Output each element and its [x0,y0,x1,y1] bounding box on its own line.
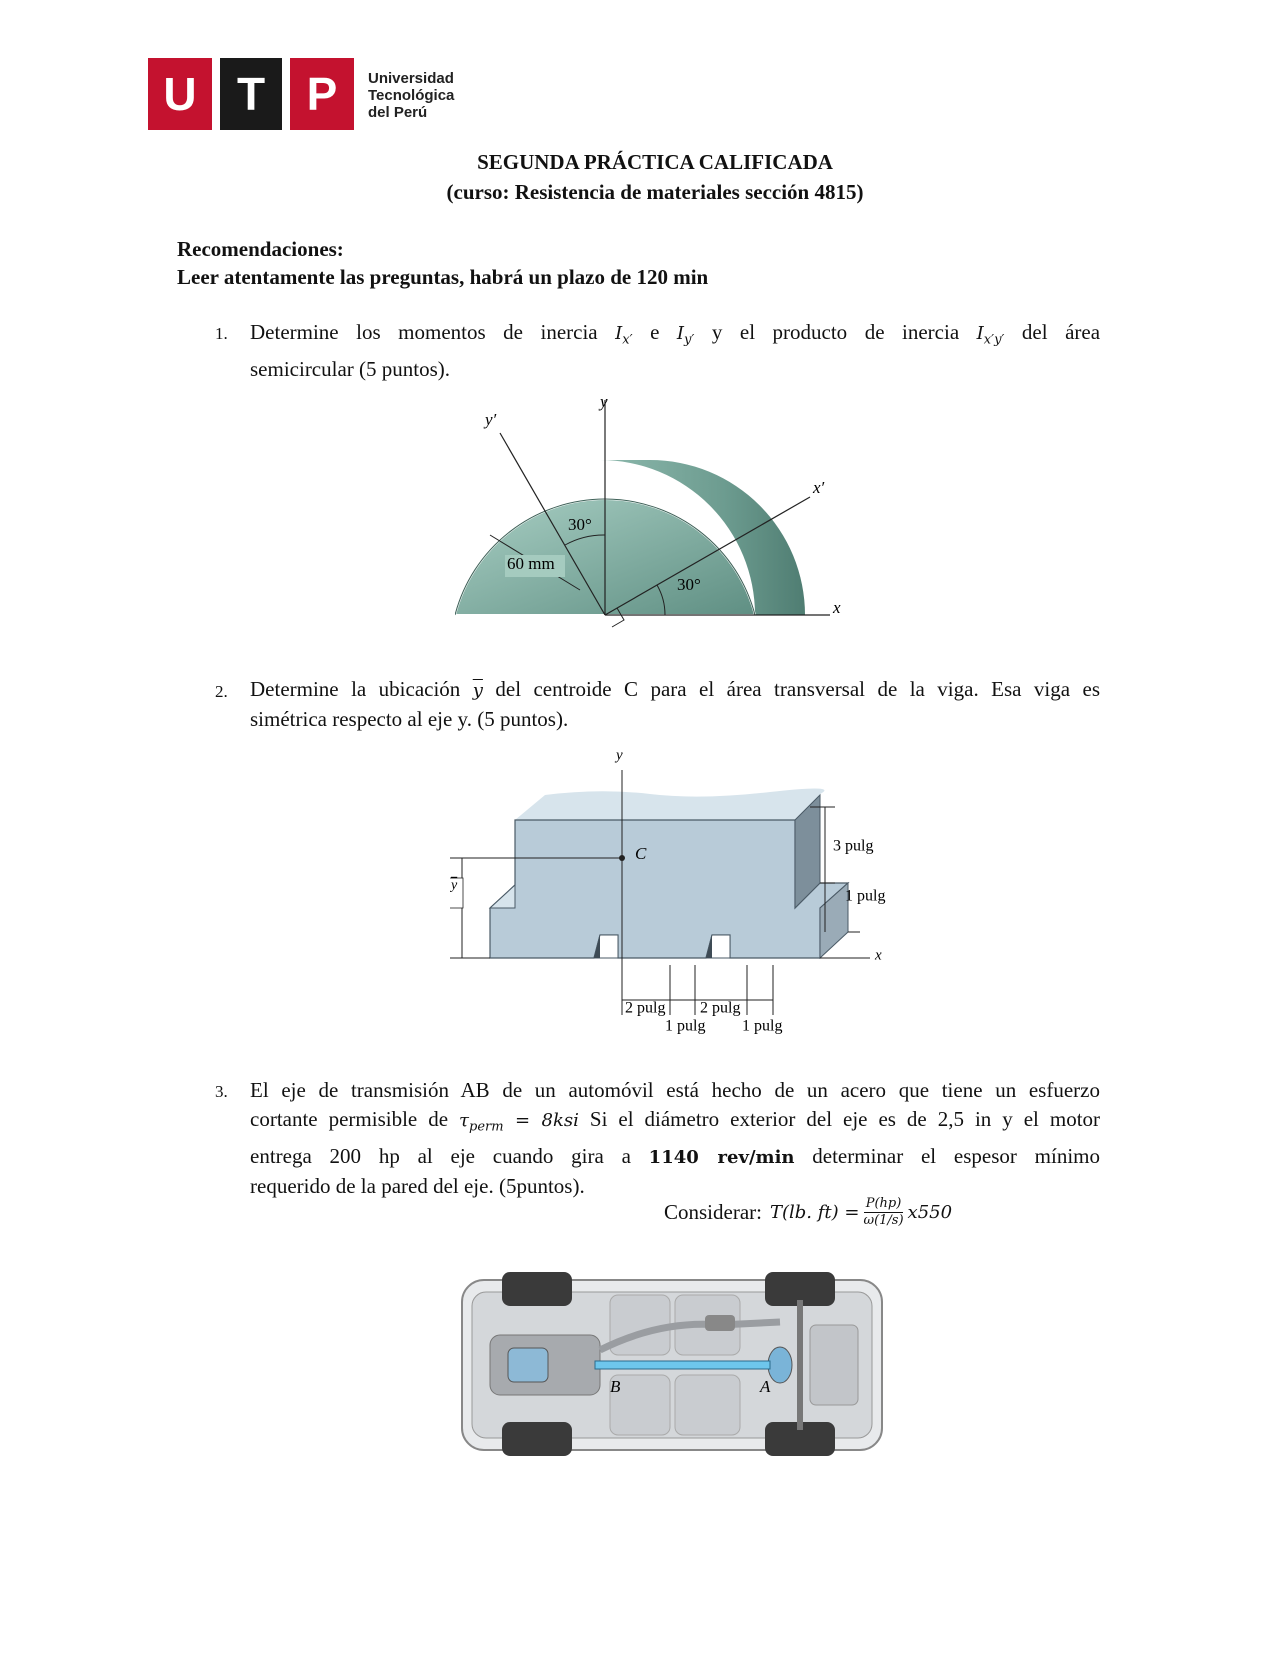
fig2-label-ybar: y [451,877,458,893]
page-title: SEGUNDA PRÁCTICA CALIFICADA [477,150,833,174]
question-2-text: Determine la ubicación $\overline{y}$ del centroide C para el área transversal de la viga. Esa viga es simétrica respecto al eje y. (5 puntos). [250,677,1101,731]
question-3-number: 3. [215,1082,228,1101]
question-2-number: 2. [215,682,228,701]
logo-letter-p: P [290,58,354,130]
formula: Considerar: T(lb. ft) = $\frac{P(hp)}{\omega(1/s)}$ x550 [664,1196,953,1228]
logo-letter-t: T [220,58,282,130]
question-1-text: Determine los momentos de inercia $I_{x'}$ e $I_{y'}$ y el producto de inercia $I_{x'y'}$ del área semicircular (5 puntos). [250,320,1101,381]
wheel-front-left [502,1272,572,1306]
beam-figure [450,750,940,1040]
fig1-label-x: x [833,598,841,617]
logo-letter-u: U [148,58,212,130]
fig1-label-xprime: x′ [813,478,825,497]
fig3-label-b: B [610,1377,621,1396]
fig2-dim-2pulg-a: 2 pulg [625,999,666,1017]
car-chassis-figure [460,1270,885,1460]
utp-logo [148,58,454,130]
formula-denominator: ω(1/s) [863,1213,904,1228]
question-3-text: El eje de transmisión AB de un automóvil está hecho de un acero que tiene un esfuerzo cortante permisible de $\tau_{perm} = 8ksi$ Si el diámetro exterior del eje es de 2,5 in y el motor entrega 200 hp al eje cuando gira a 1140 rev/min determinar el espesor mínimo requerido de la pared del eje. (5puntos). [250,1078,1101,1198]
recommendations-heading: Recomendaciones: [177,237,344,261]
fig2-dim-1pulg-a: 1 pulg [665,1017,706,1035]
fig2-dim-1pulg-b: 1 pulg [742,1017,783,1035]
centroid-point [619,855,625,861]
fig3-label-a: A [760,1377,771,1396]
fig1-label-yprime: y′ [485,410,497,429]
page-subtitle: (curso: Resistencia de materiales sección 4815) [446,180,864,204]
fig2-dim-2pulg-b: 2 pulg [700,999,741,1017]
fig1-angle-bottom: 30° [677,575,701,594]
fig2-label-c: C [635,844,647,863]
fig1-label-y: y [600,395,608,411]
fig1-angle-top: 30° [568,515,592,534]
question-1-number: 1. [215,324,228,343]
fig1-radius-label: 60 mm [507,554,555,573]
formula-numerator: P(hp) [865,1196,902,1211]
semicircle-figure [455,395,895,650]
wheel-front-right [502,1422,572,1456]
recommendations-text: Leer atentamente las preguntas, habrá un plazo de 120 min [177,265,709,289]
drive-shaft-ab [595,1361,770,1369]
fig2-dim-1pulg-right: 1 pulg [845,887,886,905]
fig2-dim-3pulg: 3 pulg [833,837,874,855]
fig2-label-y: y [616,750,623,764]
logo-university-name: Universidad Tecnológica del Perú [368,70,455,121]
fig2-label-x: x [875,947,882,964]
beam-front-face [490,820,848,958]
